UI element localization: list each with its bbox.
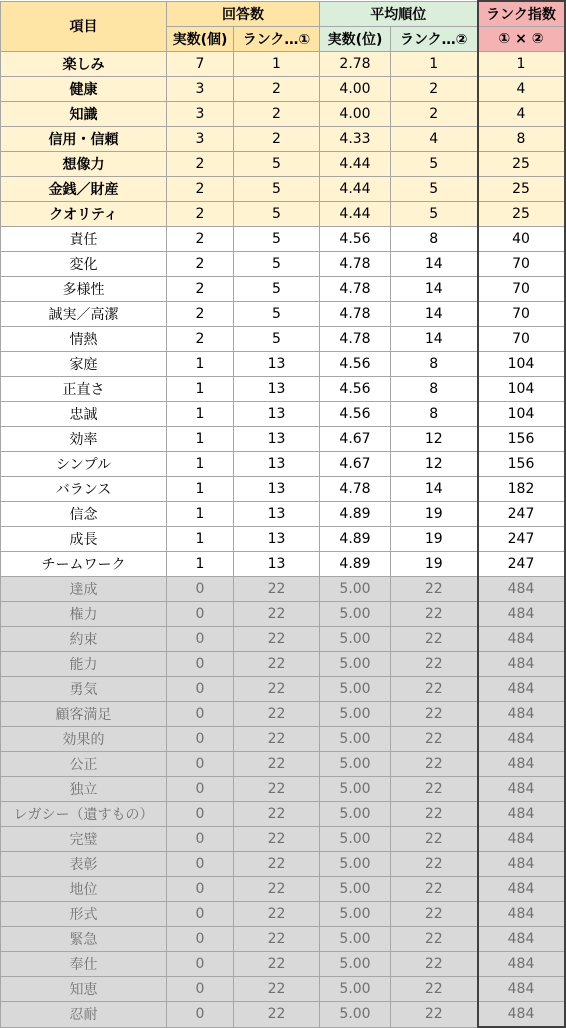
cell-rank1: 5 [234,177,320,202]
cell-actual-count: 3 [167,102,234,127]
cell-rank2: 19 [391,552,478,577]
table-row [1,127,565,152]
cell-item: バランス [1,477,167,502]
cell-rank2: 8 [391,377,478,402]
table-row [1,452,565,477]
cell-rank-index: 484 [478,577,565,602]
cell-rank-index: 70 [478,327,565,352]
table-row [1,77,565,102]
cell-rank1: 5 [234,202,320,227]
cell-actual-count: 3 [167,77,234,102]
cell-actual-count: 1 [167,477,234,502]
table-row [1,652,565,677]
cell-actual-rank: 5.00 [320,827,391,852]
cell-rank1: 2 [234,77,320,102]
cell-actual-count: 0 [167,877,234,902]
cell-item: レガシー（遺すもの） [1,802,167,827]
cell-rank1: 22 [234,702,320,727]
cell-rank-index: 25 [478,177,565,202]
cell-rank1: 22 [234,627,320,652]
cell-rank1: 22 [234,727,320,752]
cell-actual-rank: 4.00 [320,102,391,127]
cell-rank2: 8 [391,352,478,377]
cell-rank2: 22 [391,727,478,752]
cell-actual-rank: 4.56 [320,352,391,377]
cell-actual-rank: 4.89 [320,502,391,527]
cell-actual-rank: 5.00 [320,777,391,802]
cell-rank2: 22 [391,702,478,727]
table-row [1,277,565,302]
cell-actual-rank: 4.56 [320,402,391,427]
cell-rank-index: 25 [478,202,565,227]
cell-rank-index: 484 [478,802,565,827]
cell-rank-index: 40 [478,227,565,252]
cell-rank1: 2 [234,102,320,127]
cell-rank1: 5 [234,327,320,352]
table-row [1,827,565,852]
cell-actual-count: 0 [167,702,234,727]
cell-rank2: 19 [391,527,478,552]
table-row [1,977,565,1002]
cell-rank-index: 484 [478,1002,565,1028]
cell-rank1: 5 [234,252,320,277]
cell-rank-index: 104 [478,377,565,402]
table-row [1,477,565,502]
cell-rank2: 5 [391,152,478,177]
cell-rank2: 8 [391,402,478,427]
cell-item: 金銭／財産 [1,177,167,202]
cell-actual-rank: 4.78 [320,327,391,352]
cell-item: 知恵 [1,977,167,1002]
header-row-groups [1,1,565,27]
cell-item: 忠誠 [1,402,167,427]
cell-rank-index: 182 [478,477,565,502]
cell-actual-rank: 5.00 [320,977,391,1002]
cell-item: 信念 [1,502,167,527]
cell-item: 約束 [1,627,167,652]
header-avg-group: 平均順位 [320,1,478,27]
cell-rank2: 22 [391,902,478,927]
cell-actual-count: 0 [167,952,234,977]
cell-actual-rank: 4.44 [320,202,391,227]
cell-rank2: 22 [391,577,478,602]
cell-item: 成長 [1,527,167,552]
cell-rank1: 22 [234,752,320,777]
cell-actual-rank: 5.00 [320,677,391,702]
cell-item: 信用・信頼 [1,127,167,152]
table-row [1,202,565,227]
cell-rank2: 14 [391,277,478,302]
cell-actual-count: 1 [167,452,234,477]
cell-actual-rank: 4.00 [320,77,391,102]
cell-actual-rank: 5.00 [320,577,391,602]
cell-rank-index: 8 [478,127,565,152]
cell-actual-count: 0 [167,727,234,752]
cell-rank-index: 104 [478,402,565,427]
table-row [1,802,565,827]
cell-rank-index: 1 [478,52,565,77]
cell-actual-rank: 5.00 [320,952,391,977]
table-row [1,52,565,77]
cell-rank1: 13 [234,502,320,527]
table-row [1,627,565,652]
cell-rank2: 22 [391,952,478,977]
cell-actual-rank: 4.89 [320,527,391,552]
cell-actual-count: 2 [167,252,234,277]
cell-actual-rank: 4.44 [320,152,391,177]
cell-item: シンプル [1,452,167,477]
cell-item: 能力 [1,652,167,677]
cell-item: 達成 [1,577,167,602]
table-row [1,152,565,177]
cell-actual-count: 2 [167,277,234,302]
cell-rank-index: 484 [478,727,565,752]
cell-actual-count: 1 [167,402,234,427]
cell-rank2: 12 [391,427,478,452]
cell-rank-index: 247 [478,552,565,577]
cell-rank2: 14 [391,302,478,327]
table-row [1,227,565,252]
cell-rank-index: 484 [478,852,565,877]
cell-actual-rank: 5.00 [320,877,391,902]
cell-actual-count: 1 [167,527,234,552]
cell-rank2: 22 [391,802,478,827]
cell-rank2: 2 [391,77,478,102]
table-row [1,177,565,202]
table-row [1,102,565,127]
cell-actual-count: 0 [167,927,234,952]
cell-item: 効率 [1,427,167,452]
cell-rank1: 22 [234,877,320,902]
cell-actual-count: 2 [167,202,234,227]
header-rank-index-group: ランク指数 [478,1,565,27]
cell-rank1: 1 [234,52,320,77]
cell-actual-count: 0 [167,677,234,702]
cell-actual-count: 0 [167,902,234,927]
cell-rank1: 22 [234,777,320,802]
table-row [1,377,565,402]
table-row [1,1002,565,1028]
cell-rank-index: 484 [478,752,565,777]
cell-rank-index: 70 [478,302,565,327]
header-answers-group: 回答数 [167,1,320,27]
cell-rank-index: 156 [478,427,565,452]
cell-rank2: 22 [391,752,478,777]
table-row [1,852,565,877]
cell-rank-index: 484 [478,702,565,727]
cell-item: 忍耐 [1,1002,167,1028]
cell-item: 情熱 [1,327,167,352]
cell-actual-count: 0 [167,602,234,627]
cell-actual-rank: 5.00 [320,1002,391,1028]
cell-rank2: 5 [391,177,478,202]
cell-rank-index: 484 [478,827,565,852]
cell-actual-count: 2 [167,152,234,177]
table-row [1,527,565,552]
cell-item: 勇気 [1,677,167,702]
table-row [1,552,565,577]
cell-actual-count: 0 [167,777,234,802]
cell-rank-index: 247 [478,527,565,552]
table-row [1,502,565,527]
cell-rank-index: 484 [478,902,565,927]
cell-rank2: 22 [391,627,478,652]
cell-actual-count: 0 [167,752,234,777]
cell-actual-rank: 5.00 [320,752,391,777]
cell-rank-index: 156 [478,452,565,477]
cell-rank-index: 484 [478,652,565,677]
cell-actual-count: 1 [167,377,234,402]
cell-rank1: 22 [234,902,320,927]
cell-actual-rank: 4.89 [320,552,391,577]
cell-actual-rank: 4.33 [320,127,391,152]
cell-rank2: 22 [391,602,478,627]
table-row [1,427,565,452]
cell-rank1: 22 [234,1002,320,1028]
table-row [1,952,565,977]
cell-rank-index: 484 [478,877,565,902]
cell-rank2: 22 [391,1002,478,1028]
cell-actual-rank: 4.67 [320,452,391,477]
cell-rank-index: 484 [478,677,565,702]
cell-rank1: 13 [234,377,320,402]
cell-item: クオリティ [1,202,167,227]
table-row [1,252,565,277]
cell-rank2: 14 [391,327,478,352]
table-row [1,727,565,752]
cell-rank1: 13 [234,402,320,427]
header-rank2: ランク…② [391,27,478,52]
cell-actual-count: 3 [167,127,234,152]
cell-item: 表彰 [1,852,167,877]
cell-rank-index: 25 [478,152,565,177]
cell-rank1: 22 [234,602,320,627]
cell-actual-rank: 4.44 [320,177,391,202]
cell-rank-index: 484 [478,927,565,952]
cell-rank-index: 484 [478,602,565,627]
cell-item: 楽しみ [1,52,167,77]
cell-actual-count: 2 [167,327,234,352]
cell-actual-count: 0 [167,627,234,652]
cell-actual-count: 2 [167,302,234,327]
cell-rank2: 14 [391,252,478,277]
cell-item: 多様性 [1,277,167,302]
header-item: 項目 [1,1,167,52]
cell-actual-rank: 5.00 [320,602,391,627]
cell-actual-rank: 4.78 [320,252,391,277]
table-row [1,702,565,727]
cell-rank1: 5 [234,152,320,177]
cell-rank-index: 104 [478,352,565,377]
table-row [1,877,565,902]
cell-actual-count: 1 [167,427,234,452]
header-actual-count: 実数(個) [167,27,234,52]
cell-item: 独立 [1,777,167,802]
header-rank1: ランク…① [234,27,320,52]
cell-item: 誠実／高潔 [1,302,167,327]
cell-rank1: 13 [234,352,320,377]
cell-rank1: 13 [234,477,320,502]
cell-rank2: 22 [391,927,478,952]
cell-rank2: 22 [391,827,478,852]
cell-rank1: 22 [234,952,320,977]
table-row [1,602,565,627]
cell-rank-index: 484 [478,777,565,802]
cell-actual-count: 0 [167,827,234,852]
table-row [1,677,565,702]
table-row [1,302,565,327]
cell-rank1: 22 [234,852,320,877]
cell-rank-index: 484 [478,952,565,977]
cell-item: チームワーク [1,552,167,577]
cell-rank1: 22 [234,977,320,1002]
cell-rank1: 5 [234,302,320,327]
cell-item: 責任 [1,227,167,252]
cell-rank2: 22 [391,852,478,877]
cell-rank2: 14 [391,477,478,502]
cell-item: 健康 [1,77,167,102]
cell-item: 完璧 [1,827,167,852]
cell-rank1: 5 [234,277,320,302]
cell-actual-count: 0 [167,852,234,877]
table-row [1,577,565,602]
cell-actual-rank: 4.67 [320,427,391,452]
cell-actual-rank: 4.78 [320,302,391,327]
cell-rank-index: 70 [478,277,565,302]
cell-rank2: 22 [391,652,478,677]
cell-rank2: 4 [391,127,478,152]
cell-item: 想像力 [1,152,167,177]
cell-rank2: 22 [391,977,478,1002]
cell-rank1: 13 [234,452,320,477]
table-header [1,1,565,52]
cell-rank2: 12 [391,452,478,477]
cell-item: 正直さ [1,377,167,402]
cell-rank-index: 484 [478,627,565,652]
cell-rank1: 13 [234,527,320,552]
cell-item: 奉仕 [1,952,167,977]
cell-rank1: 5 [234,227,320,252]
cell-rank-index: 70 [478,252,565,277]
cell-rank1: 13 [234,552,320,577]
cell-item: 形式 [1,902,167,927]
cell-actual-count: 2 [167,227,234,252]
cell-actual-rank: 5.00 [320,802,391,827]
cell-actual-rank: 5.00 [320,702,391,727]
cell-actual-count: 7 [167,52,234,77]
table-row [1,752,565,777]
cell-actual-count: 2 [167,177,234,202]
cell-rank1: 2 [234,127,320,152]
cell-actual-count: 0 [167,577,234,602]
cell-actual-count: 0 [167,802,234,827]
cell-rank1: 22 [234,802,320,827]
cell-actual-rank: 4.78 [320,277,391,302]
cell-item: 地位 [1,877,167,902]
cell-item: 知識 [1,102,167,127]
cell-actual-rank: 5.00 [320,652,391,677]
header-actual-rank: 実数(位) [320,27,391,52]
cell-rank2: 5 [391,202,478,227]
cell-rank1: 22 [234,577,320,602]
cell-actual-count: 0 [167,977,234,1002]
table-row [1,327,565,352]
cell-item: 権力 [1,602,167,627]
cell-rank-index: 4 [478,102,565,127]
cell-actual-rank: 4.56 [320,377,391,402]
cell-actual-rank: 4.56 [320,227,391,252]
cell-rank-index: 247 [478,502,565,527]
table-body [1,52,565,1028]
cell-item: 緊急 [1,927,167,952]
table-row [1,927,565,952]
cell-rank1: 22 [234,652,320,677]
cell-rank1: 22 [234,927,320,952]
cell-item: 公正 [1,752,167,777]
cell-rank2: 22 [391,877,478,902]
cell-rank1: 22 [234,677,320,702]
header-formula: ① × ② [478,27,565,52]
table-row [1,777,565,802]
cell-rank2: 1 [391,52,478,77]
cell-rank1: 22 [234,827,320,852]
table-row [1,902,565,927]
table-row [1,402,565,427]
cell-rank1: 13 [234,427,320,452]
cell-actual-count: 1 [167,552,234,577]
cell-item: 効果的 [1,727,167,752]
cell-actual-count: 0 [167,1002,234,1028]
cell-rank2: 8 [391,227,478,252]
cell-rank2: 2 [391,102,478,127]
cell-rank-index: 484 [478,977,565,1002]
cell-item: 変化 [1,252,167,277]
table-row [1,352,565,377]
cell-actual-rank: 4.78 [320,477,391,502]
cell-rank2: 22 [391,677,478,702]
cell-actual-rank: 5.00 [320,902,391,927]
cell-actual-count: 1 [167,502,234,527]
cell-rank-index: 4 [478,77,565,102]
cell-actual-rank: 2.78 [320,52,391,77]
cell-actual-count: 1 [167,352,234,377]
cell-actual-rank: 5.00 [320,852,391,877]
cell-item: 顧客満足 [1,702,167,727]
cell-actual-rank: 5.00 [320,727,391,752]
cell-rank2: 22 [391,777,478,802]
cell-item: 家庭 [1,352,167,377]
cell-actual-rank: 5.00 [320,627,391,652]
cell-rank2: 19 [391,502,478,527]
cell-actual-rank: 5.00 [320,927,391,952]
cell-actual-count: 0 [167,652,234,677]
